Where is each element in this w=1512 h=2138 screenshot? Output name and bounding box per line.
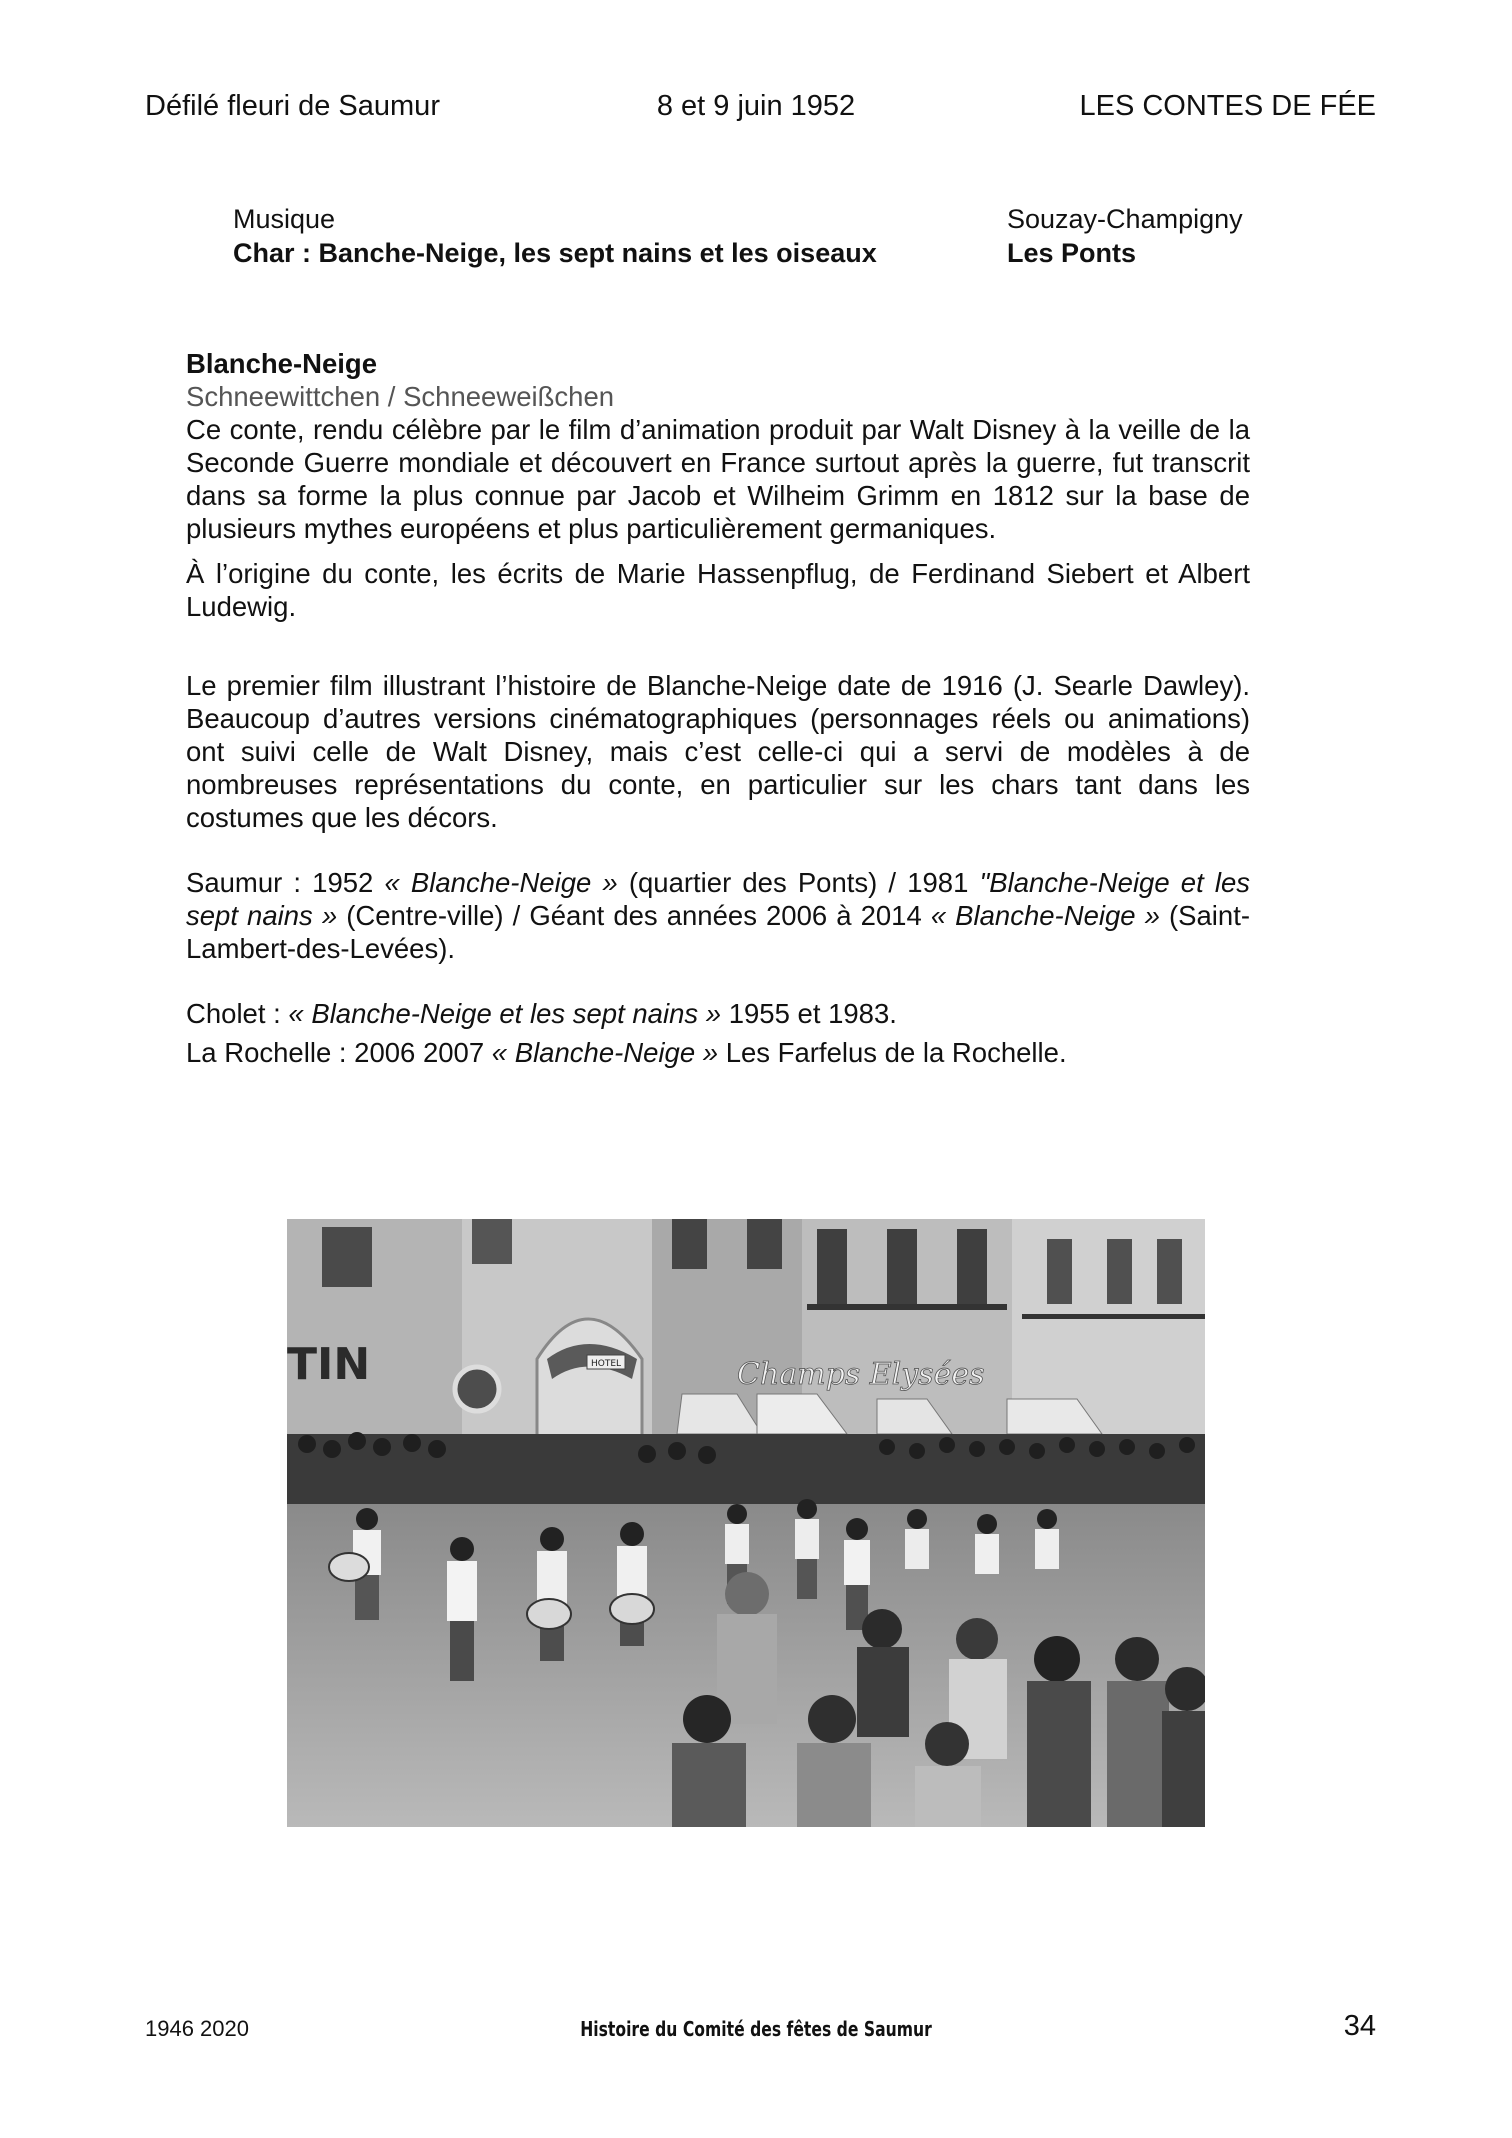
paragraph-rochelle: La Rochelle : 2006 2007 « Blanche-Neige » Les Farfelus de la Rochelle.	[186, 1037, 1067, 1068]
hotel-sign: HOTEL	[590, 1359, 622, 1369]
info-quarter: Les Ponts	[1007, 238, 1137, 268]
info-left	[233, 202, 877, 270]
champs-elysees-sign: Champs Elysées	[737, 1357, 985, 1392]
article	[186, 347, 1250, 1069]
article-subtitle: Schneewittchen / Schneeweißchen	[186, 381, 615, 412]
info-commune: Souzay-Champigny	[1007, 204, 1243, 234]
parade-photo	[287, 1219, 1205, 1827]
paragraph-saumur: Saumur : 1952 « Blanche-Neige » (quartier des Ponts) / 1981 "Blanche-Neige et les sept nains » (Centre-ville) / Géant des années 2006 à 2014 « Blanche-Neige » (Saint-Lambert-des-Levées).	[186, 867, 1250, 964]
article-title: Blanche-Neige	[186, 348, 378, 379]
header-left: Défilé fleuri de Saumur	[145, 90, 440, 122]
info-right	[1007, 202, 1243, 270]
header-date: 8 et 9 juin 1952	[656, 90, 856, 122]
paragraph-2: À l’origine du conte, les écrits de Marie Hassenpflug, de Ferdinand Siebert et Albert Ludewig.	[186, 558, 1250, 622]
parade-photo-illustration	[287, 1219, 1205, 1827]
paragraph-3: Le premier film illustrant l’histoire de Blanche-Neige date de 1916 (J. Searle Dawley). Beaucoup d’autres versions cinématographiques (personnages réels ou animations) ont suivi celle de Walt Disney, mais c’est celle-ci qui a servi de modèles à de nombreuses représentations du conte, en particulier sur les chars tant dans les costumes que les décors.	[186, 670, 1250, 833]
footer-years: 1946 2020	[145, 2016, 249, 2041]
tin-sign: TIN	[287, 1339, 371, 1390]
page-number: 34	[1343, 2010, 1376, 2042]
info-category: Musique	[233, 204, 336, 234]
footer-title: Histoire du Comité des fêtes de Saumur	[580, 2017, 932, 2041]
paragraph-cholet: Cholet : « Blanche-Neige et les sept nains » 1955 et 1983.	[186, 998, 897, 1029]
header-right: LES CONTES DE FÉE	[1079, 90, 1376, 122]
paragraph-1: Ce conte, rendu célèbre par le film d’animation produit par Walt Disney à la veille de la Seconde Guerre mondiale et découvert en France surtout après la guerre, fut transcrit dans sa forme la plus connue par Jacob et Wilheim Grimm en 1812 sur la base de plusieurs mythes européens et plus particulièrement germaniques.	[186, 414, 1250, 544]
info-float-title: Char : Banche-Neige, les sept nains et les oiseaux	[233, 238, 877, 268]
